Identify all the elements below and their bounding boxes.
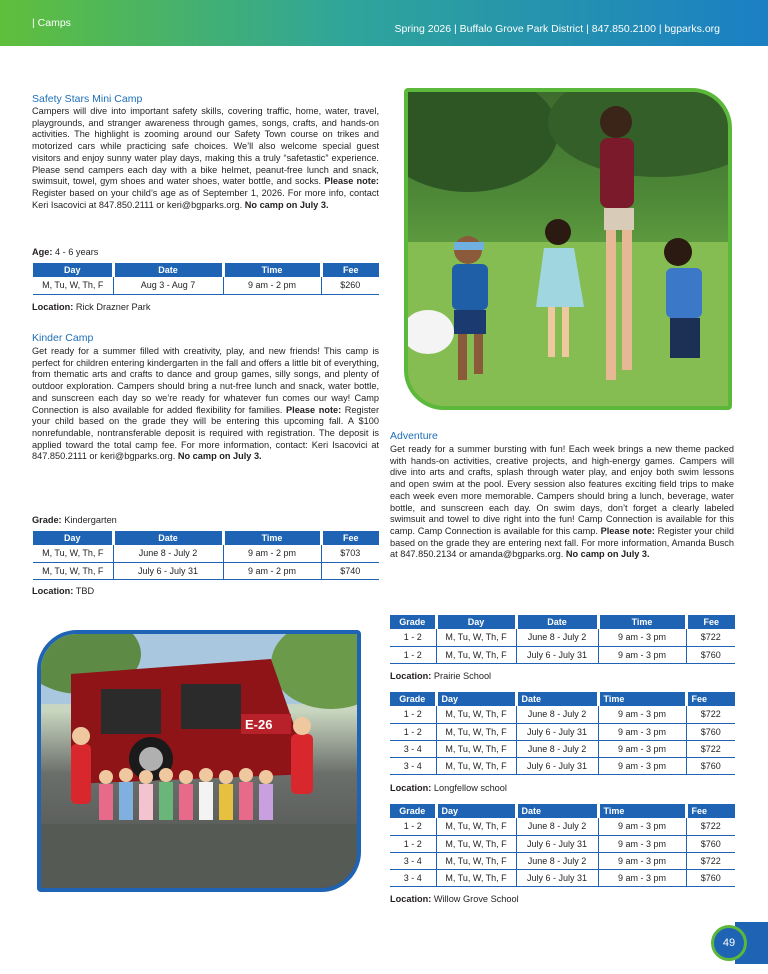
safety-title: Safety Stars Mini Camp [32,93,143,105]
table-row: 3 - 4 M, Tu, W, Th, F June 8 - July 2 9 am - 3 pm $722 [390,852,735,869]
safety-age: Age: 4 - 6 years [32,247,99,257]
safety-description: Campers will dive into important safety skills, covering traffic, home, water, travel, playgrounds, and stranger awareness through games, songs, crafts, and hands-on activities. The highlight is zooming around our Safety Town course on trikes and motorized cars while practicing safe choices. We’ll also welcome special guest visitors and enjoy sunny water play days, making this a truly “safetastic” experience. Please send campers each day with a bike helmet, peanut-free lunch and snack, swimsuit, towel, gym shoes and water shoes, water bottle, and socks. Please note: Register based on your child’s age as of September 1, 2026. For more info, contact Keri Isacovici at 847.850.2111 or keri@bgparks.org. No camp on July 3. [32,106,379,210]
children-playing-photo [404,88,732,410]
table-row: 3 - 4 M, Tu, W, Th, F June 8 - July 2 9 am - 3 pm $722 [390,740,735,757]
table-row: 1 - 2 M, Tu, W, Th, F July 6 - July 31 9 am - 3 pm $760 [390,723,735,740]
safety-location: Location: Rick Drazner Park [32,302,151,312]
kinder-description: Get ready for a summer filled with creativity, play, and new friends! This camp is perfect for children entering kindergarten in the fall and offers a little bit of everything, from thematic arts and crafts to dance and group games, silly songs, and plenty of outdoor exploration. Campers should bring a nut-free lunch and snack, water bottle, and sunscreen each day so we’re ready for whatever fun comes our way! Camp Connection is also available for added flexibility for families. Please note: Register your child based on the grade they will be entering this upcoming fall. A $100 nonrefundable, nontransferable deposit is required with registration. The deposit is applied toward the total camp fee. For more information, contact: Keri Isacovici at 847.850.2111 or keri@bgparks.org. No camp on July 3. [32,346,380,462]
fire-truck-group-photo [37,630,361,892]
adventure-location-willow-grove: Location: Willow Grove School [390,894,519,904]
kinder-grade: Grade: Kindergarten [32,515,117,525]
col-time: Time [223,531,321,545]
table-row: 1 - 2 M, Tu, W, Th, F June 8 - July 2 9 am - 3 pm $722 [390,818,735,835]
section-label: | Camps [32,17,71,29]
col-day: Day [33,531,113,545]
col-day: Day [33,263,113,277]
kinder-location: Location: TBD [32,586,95,596]
table-row: M, Tu, W, Th, F June 8 - July 2 9 am - 2 pm $703 [33,545,379,562]
adventure-description: Get ready for a summer bursting with fun! Each week brings a new theme packed with hands-on activities, creative projects, and high-energy games. Campers will dive into arts and crafts, splash through water play, and enjoy both swim lessons and open swim at the pool. Every session also features exciting field trips to make each week even more memorable. Campers should bring a lunch, beverage, water bottle, and sunscreen each day. On swim days, don’t forget a clearly labeled swimsuit and towel to dive right into the fun! Camp Connection is available for this camp. Camp Connection is available for this camp. Please note: Register your child based on the grade they are entering next fall. For more information, Amanda Busch at 847.850.2134 or amanda@bgparks.org. No camp on July 3. [390,444,734,560]
children-playing-illustration [408,92,728,406]
adventure-willow-grove-table: Grade Day Date Time Fee 1 - 2 M, Tu, W, Th, F June 8 - July 2 9 am - 3 pm $722 1 - 2 M, Tu, W, Th, F July 6 - July 31 9 am - 3 pm $760 3 - 4 M, Tu, W, Th, F June 8 - July 2 9 am - 3 pm $722 3 - 4 M, Tu, W, Th, F July 6 - July 31 9 am - 3 pm $760 [390,804,735,887]
col-date: Date [113,263,223,277]
adventure-longfellow-table: Grade Day Date Time Fee 1 - 2 M, Tu, W, Th, F June 8 - July 2 9 am - 3 pm $722 1 - 2 M, Tu, W, Th, F July 6 - July 31 9 am - 3 pm $760 3 - 4 M, Tu, W, Th, F June 8 - July 2 9 am - 3 pm $722 3 - 4 M, Tu, W, Th, F July 6 - July 31 9 am - 3 pm $760 [390,692,735,775]
table-row: 1 - 2 M, Tu, W, Th, F June 8 - July 2 9 am - 3 pm $722 [390,629,735,646]
col-fee: Fee [321,263,379,277]
page-header [0,0,768,46]
kinder-schedule-table [33,531,379,580]
kinder-title: Kinder Camp [32,332,94,344]
table-row: 3 - 4 M, Tu, W, Th, F July 6 - July 31 9 am - 3 pm $760 [390,869,735,886]
safety-schedule-table [33,263,379,295]
page-number: 49 [711,925,747,961]
table-row: M, Tu, W, Th, F Aug 3 - Aug 7 9 am - 2 pm $260 [33,277,379,294]
table-row: 1 - 2 M, Tu, W, Th, F July 6 - July 31 9 am - 3 pm $760 [390,835,735,852]
header-info: Spring 2026 | Buffalo Grove Park District | 847.850.2100 | bgparks.org [394,23,720,35]
adventure-prairie-table: Grade Day Date Time Fee 1 - 2 M, Tu, W, Th, F June 8 - July 2 9 am - 3 pm $722 1 - 2 M, Tu, W, Th, F July 6 - July 31 9 am - 3 pm $760 [390,615,735,664]
col-fee: Fee [321,531,379,545]
table-row: 1 - 2 M, Tu, W, Th, F June 8 - July 2 9 am - 3 pm $722 [390,706,735,723]
fire-truck-illustration [41,634,357,888]
truck-label: E-26 [245,717,273,732]
col-time: Time [223,263,321,277]
table-row: 3 - 4 M, Tu, W, Th, F July 6 - July 31 9 am - 3 pm $760 [390,757,735,774]
adventure-location-prairie: Location: Prairie School [390,671,492,681]
table-row: 1 - 2 M, Tu, W, Th, F July 6 - July 31 9 am - 3 pm $760 [390,646,735,663]
adventure-title: Adventure [390,430,438,442]
table-row: M, Tu, W, Th, F July 6 - July 31 9 am - 2 pm $740 [33,562,379,579]
col-date: Date [113,531,223,545]
adventure-location-longfellow: Location: Longfellow school [390,783,507,793]
